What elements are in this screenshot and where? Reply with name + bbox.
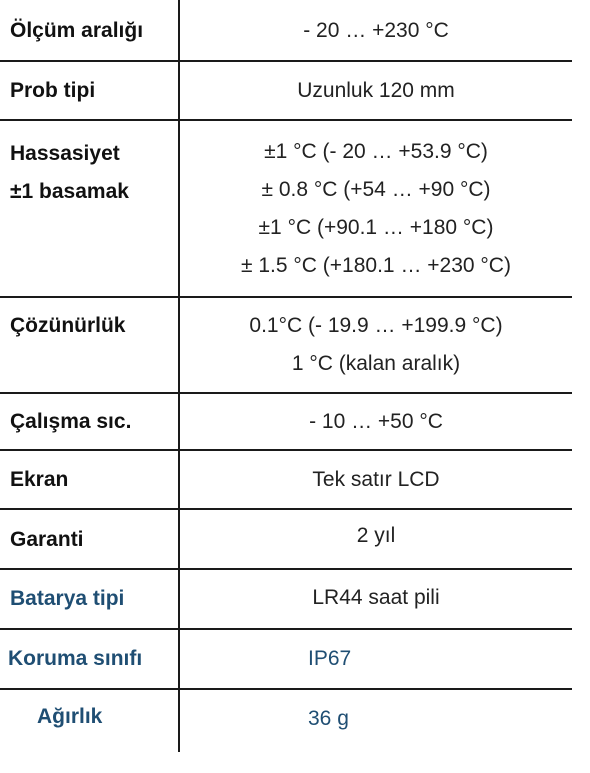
row-label: Koruma sınıfı bbox=[8, 647, 143, 670]
row-value bbox=[180, 72, 572, 110]
value-line: Tek satır LCD bbox=[312, 468, 440, 491]
table-row-measurement-range bbox=[0, 0, 572, 62]
table-row-battery-type bbox=[0, 570, 572, 630]
table-row-accuracy bbox=[0, 121, 572, 298]
row-value bbox=[308, 700, 568, 738]
table-row-resolution bbox=[0, 298, 572, 394]
row-label: Prob tipi bbox=[10, 79, 96, 102]
value-line: 2 yıl bbox=[356, 524, 396, 547]
row-value bbox=[180, 133, 572, 285]
row-label: Ekran bbox=[10, 468, 69, 491]
table-row-operating-temp bbox=[0, 394, 572, 451]
value-line: ±1 °C (+90.1 … +180 °C) bbox=[258, 216, 494, 239]
row-label: Çözünürlük bbox=[10, 314, 126, 337]
table-row-weight bbox=[0, 690, 572, 752]
value-line: - 10 … +50 °C bbox=[309, 410, 443, 433]
table-row-warranty bbox=[0, 510, 572, 570]
value-line: 36 g bbox=[308, 707, 349, 730]
row-label: Çalışma sıc. bbox=[10, 410, 132, 433]
row-label: Ölçüm aralığı bbox=[10, 19, 144, 42]
value-line: LR44 saat pili bbox=[312, 586, 440, 609]
value-line: Uzunluk 120 mm bbox=[297, 79, 455, 102]
value-line: ± 0.8 °C (+54 … +90 °C) bbox=[261, 178, 491, 201]
value-line: IP67 bbox=[308, 647, 352, 670]
row-label: Ağırlık bbox=[37, 705, 103, 728]
row-value bbox=[308, 640, 568, 678]
row-label bbox=[10, 135, 175, 211]
row-value bbox=[180, 517, 572, 555]
table-row-probe-type bbox=[0, 62, 572, 121]
row-value bbox=[180, 579, 572, 617]
value-line: ± 1.5 °C (+180.1 … +230 °C) bbox=[241, 254, 511, 277]
row-value bbox=[180, 461, 572, 499]
value-line: ±1 °C (- 20 … +53.9 °C) bbox=[264, 140, 488, 163]
table-row-protection-class bbox=[0, 630, 572, 690]
value-line: 0.1°C (- 19.9 … +199.9 °C) bbox=[249, 314, 503, 337]
label-line: ±1 basamak bbox=[10, 180, 129, 203]
row-value bbox=[180, 307, 572, 383]
row-label: Garanti bbox=[10, 528, 84, 551]
row-value bbox=[180, 403, 572, 441]
label-line: Hassasiyet bbox=[10, 142, 120, 165]
row-value bbox=[180, 12, 572, 50]
value-line: 1 °C (kalan aralık) bbox=[291, 352, 461, 375]
row-label: Batarya tipi bbox=[10, 587, 125, 610]
value-line: - 20 … +230 °C bbox=[303, 19, 449, 42]
table-row-display bbox=[0, 451, 572, 510]
